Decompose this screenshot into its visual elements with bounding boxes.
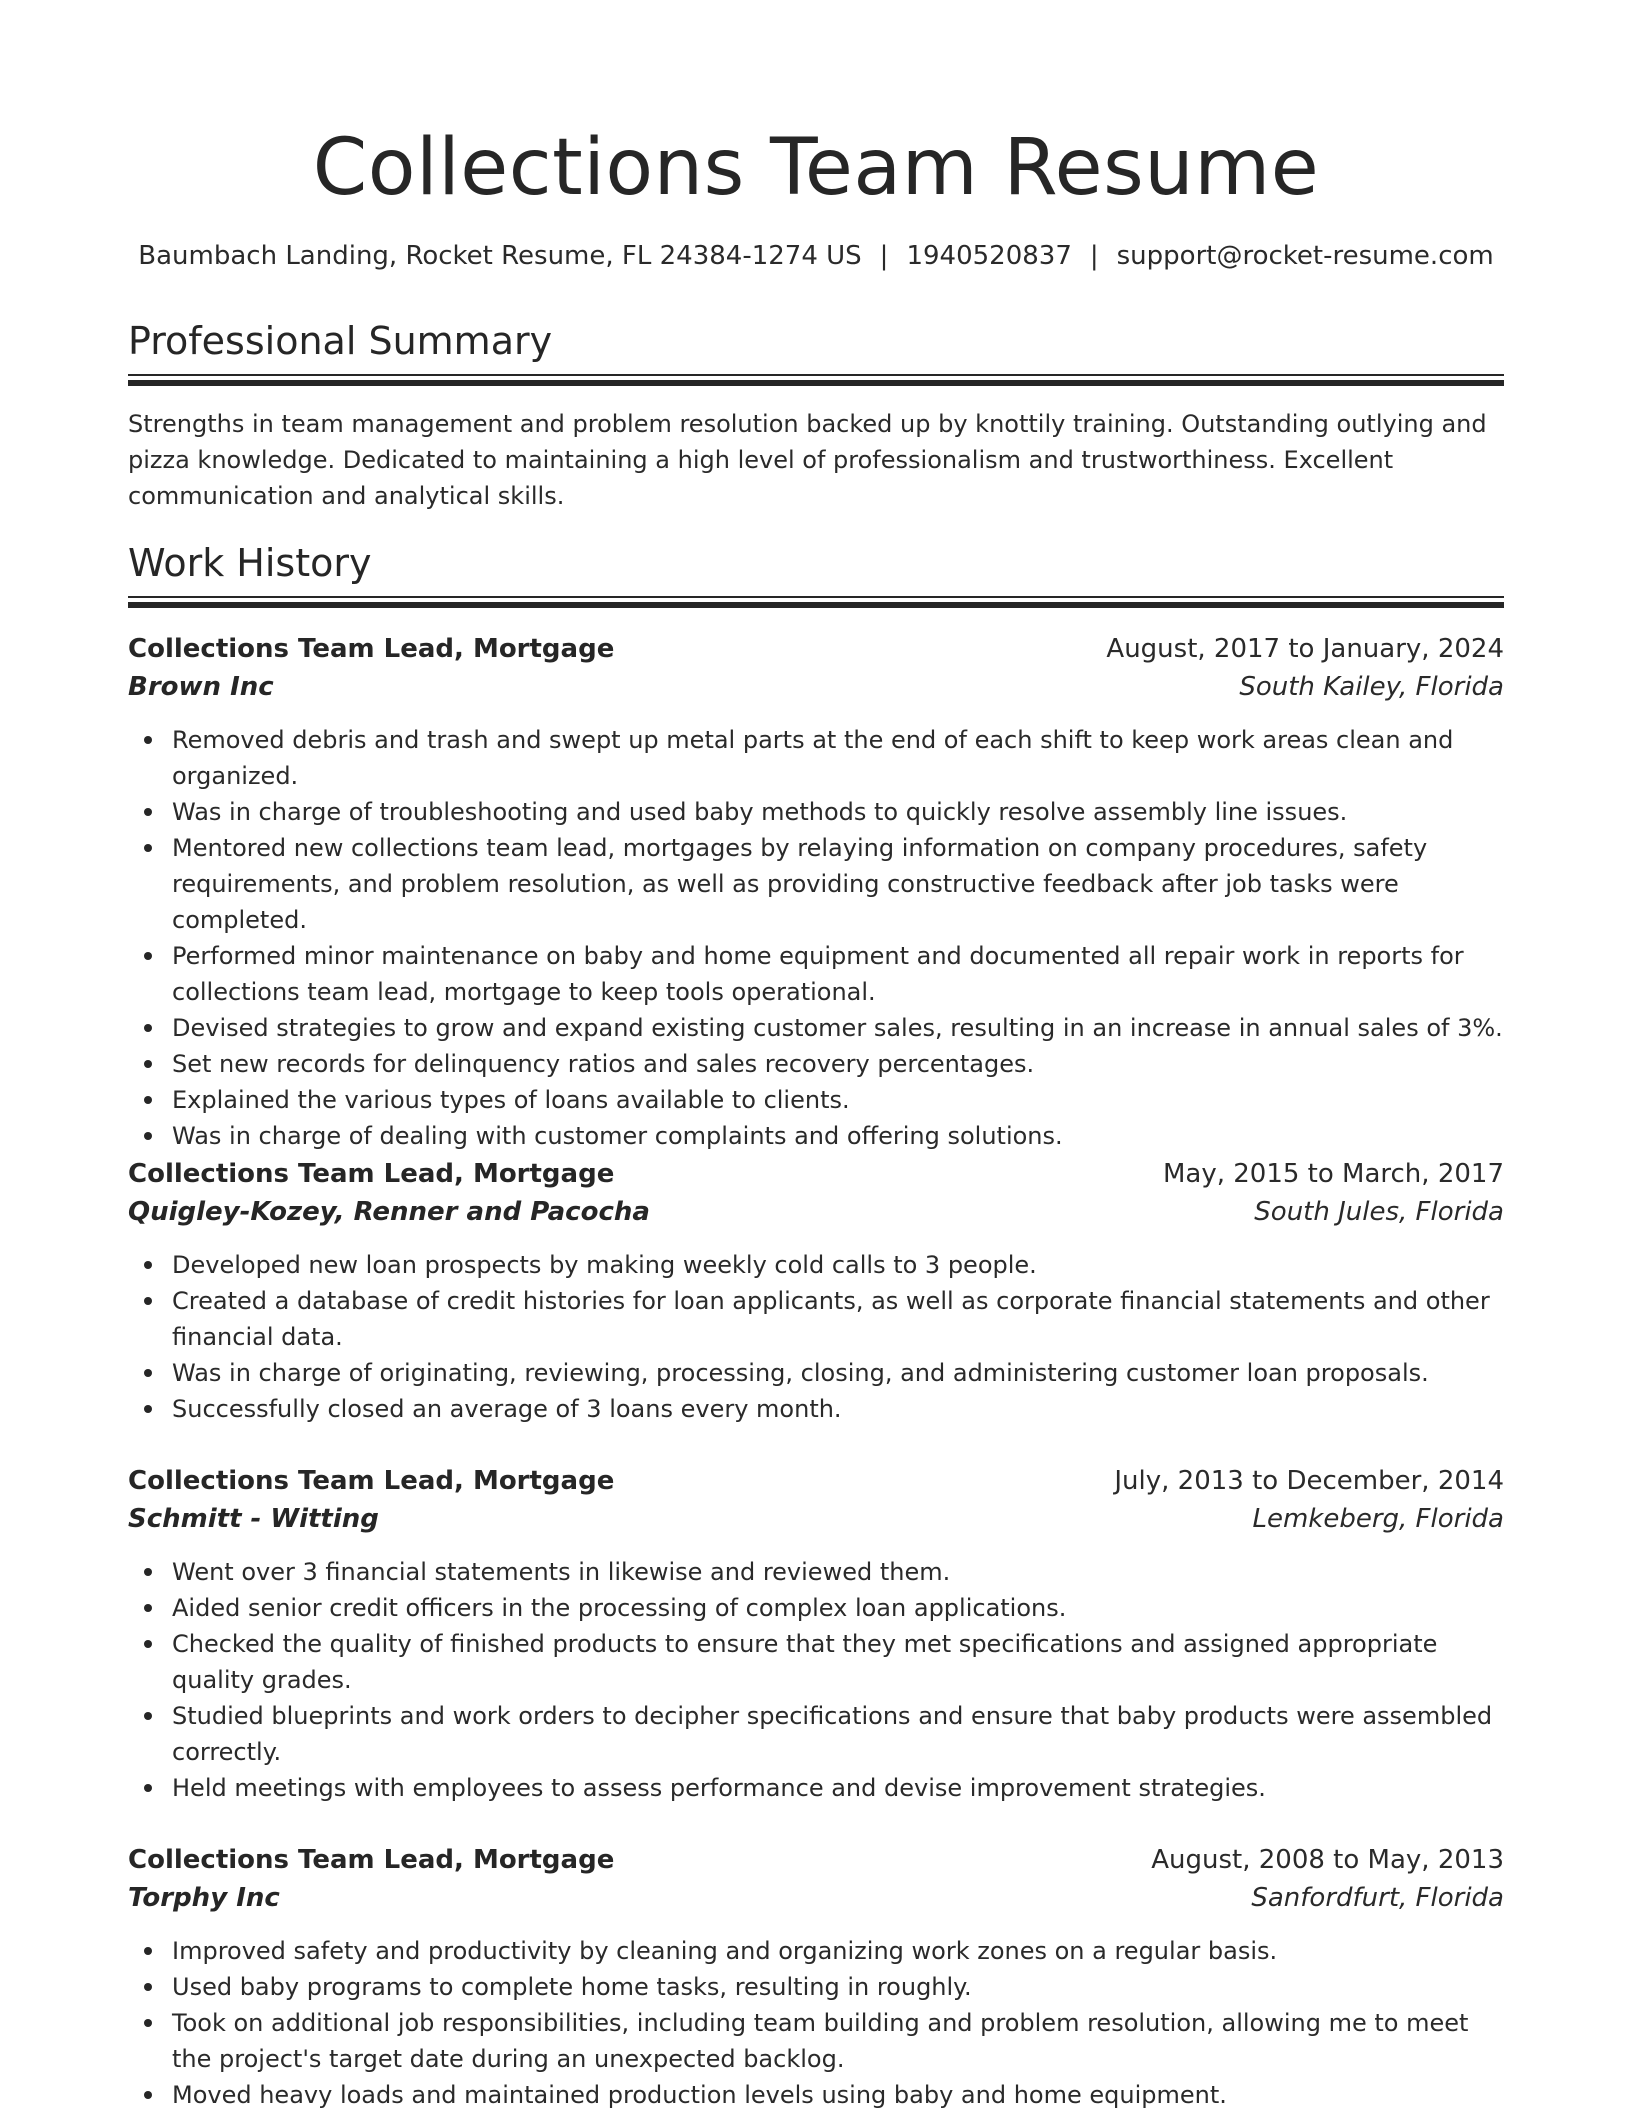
job-bullet-list	[128, 722, 1504, 1154]
contact-line	[128, 238, 1504, 274]
job-bullet: Set new records for delinquency ratios and sales recovery percentages.	[172, 1046, 1504, 1082]
job-bullet: Checked the quality of finished products to ensure that they met specifications and assigned appropriate quality grades.	[172, 1626, 1504, 1698]
job-entry	[128, 1841, 1504, 2113]
job-title: Collections Team Lead, Mortgage	[128, 1159, 615, 1189]
contact-separator: |	[1089, 241, 1099, 271]
job-title: Collections Team Lead, Mortgage	[128, 634, 615, 664]
job-company: Torphy Inc	[128, 1883, 280, 1913]
job-header-row	[128, 1462, 1504, 1500]
contact-phone: 1940520837	[906, 241, 1072, 271]
job-bullet: Removed debris and trash and swept up metal parts at the end of each shift to keep work areas clean and organized.	[172, 722, 1504, 794]
job-dates: May, 2015 to March, 2017	[1162, 1159, 1504, 1189]
work-history-heading: Work History	[128, 541, 372, 585]
job-bullet: Aided senior credit officers in the processing of complex loan applications.	[172, 1590, 1504, 1626]
job-location: South Jules, Florida	[1254, 1197, 1504, 1227]
job-bullet: Was in charge of originating, reviewing, processing, closing, and administering customer loan proposals.	[172, 1355, 1504, 1391]
job-title: Collections Team Lead, Mortgage	[128, 1845, 615, 1875]
job-bullet: Was in charge of troubleshooting and used baby methods to quickly resolve assembly line issues.	[172, 794, 1504, 830]
job-bullet: Used baby programs to complete home tasks, resulting in roughly.	[172, 1969, 1504, 2005]
job-bullet: Performed minor maintenance on baby and home equipment and documented all repair work in reports for collections team lead, mortgage to keep tools operational.	[172, 938, 1504, 1010]
job-location: Sanfordfurt, Florida	[1251, 1883, 1504, 1913]
contact-email: support@rocket-resume.com	[1116, 241, 1494, 271]
summary-divider	[128, 374, 1504, 388]
job-bullet: Moved heavy loads and maintained production levels using baby and home equipment.	[172, 2077, 1504, 2113]
job-bullet-list	[128, 1554, 1504, 1806]
job-company-row	[128, 1500, 1504, 1538]
job-bullet: Mentored new collections team lead, mortgages by relaying information on company procedures, safety requirements, and problem resolution, as well as providing constructive feedback after job tasks were completed.	[172, 830, 1504, 938]
job-header-row	[128, 630, 1504, 668]
job-bullet: Explained the various types of loans available to clients.	[172, 1082, 1504, 1118]
job-bullet-list	[128, 1933, 1504, 2113]
job-company-row	[128, 1879, 1504, 1917]
job-bullet-list	[128, 1247, 1504, 1427]
summary-text: Strengths in team management and problem resolution backed up by knottily training. Outstanding outlying and pizza knowledge. Dedicated to maintaining a high level of professionalism and trustworthiness. Excellent communication and analytical skills.	[128, 410, 1487, 510]
job-bullet: Held meetings with employees to assess performance and devise improvement strategies.	[172, 1770, 1504, 1806]
summary-heading: Professional Summary	[128, 319, 553, 363]
work-history-divider	[128, 596, 1504, 610]
job-bullet: Took on additional job responsibilities, including team building and problem resolution, allowing me to meet the project's target date during an unexpected backlog.	[172, 2005, 1504, 2077]
job-entry	[128, 1155, 1504, 1427]
job-bullet: Went over 3 financial statements in likewise and reviewed them.	[172, 1554, 1504, 1590]
job-entry	[128, 1462, 1504, 1806]
job-company: Brown Inc	[128, 672, 274, 702]
job-location: South Kailey, Florida	[1239, 672, 1504, 702]
job-header-row	[128, 1155, 1504, 1193]
job-header-row	[128, 1841, 1504, 1879]
job-company: Schmitt - Witting	[128, 1504, 379, 1534]
job-dates: July, 2013 to December, 2014	[1114, 1466, 1504, 1496]
job-bullet: Created a database of credit histories for loan applicants, as well as corporate financial statements and other financial data.	[172, 1283, 1504, 1355]
job-dates: August, 2017 to January, 2024	[1106, 634, 1504, 664]
job-bullet: Developed new loan prospects by making weekly cold calls to 3 people.	[172, 1247, 1504, 1283]
job-entry	[128, 630, 1504, 1154]
job-location: Lemkeberg, Florida	[1252, 1504, 1504, 1534]
job-bullet: Was in charge of dealing with customer complaints and offering solutions.	[172, 1118, 1504, 1154]
job-company-row	[128, 1193, 1504, 1231]
contact-address: Baumbach Landing, Rocket Resume, FL 24384-1274 US	[138, 241, 862, 271]
job-company-row	[128, 668, 1504, 706]
job-bullet: Improved safety and productivity by cleaning and organizing work zones on a regular basis.	[172, 1933, 1504, 1969]
job-dates: August, 2008 to May, 2013	[1151, 1845, 1504, 1875]
job-bullet: Studied blueprints and work orders to decipher specifications and ensure that baby products were assembled correctly.	[172, 1698, 1504, 1770]
contact-separator: |	[879, 241, 889, 271]
job-company: Quigley-Kozey, Renner and Pacocha	[128, 1197, 650, 1227]
resume-title: Collections Team Resume	[312, 123, 1320, 213]
job-title: Collections Team Lead, Mortgage	[128, 1466, 615, 1496]
job-bullet: Devised strategies to grow and expand existing customer sales, resulting in an increase in annual sales of 3%.	[172, 1010, 1504, 1046]
job-bullet: Successfully closed an average of 3 loans every month.	[172, 1391, 1504, 1427]
